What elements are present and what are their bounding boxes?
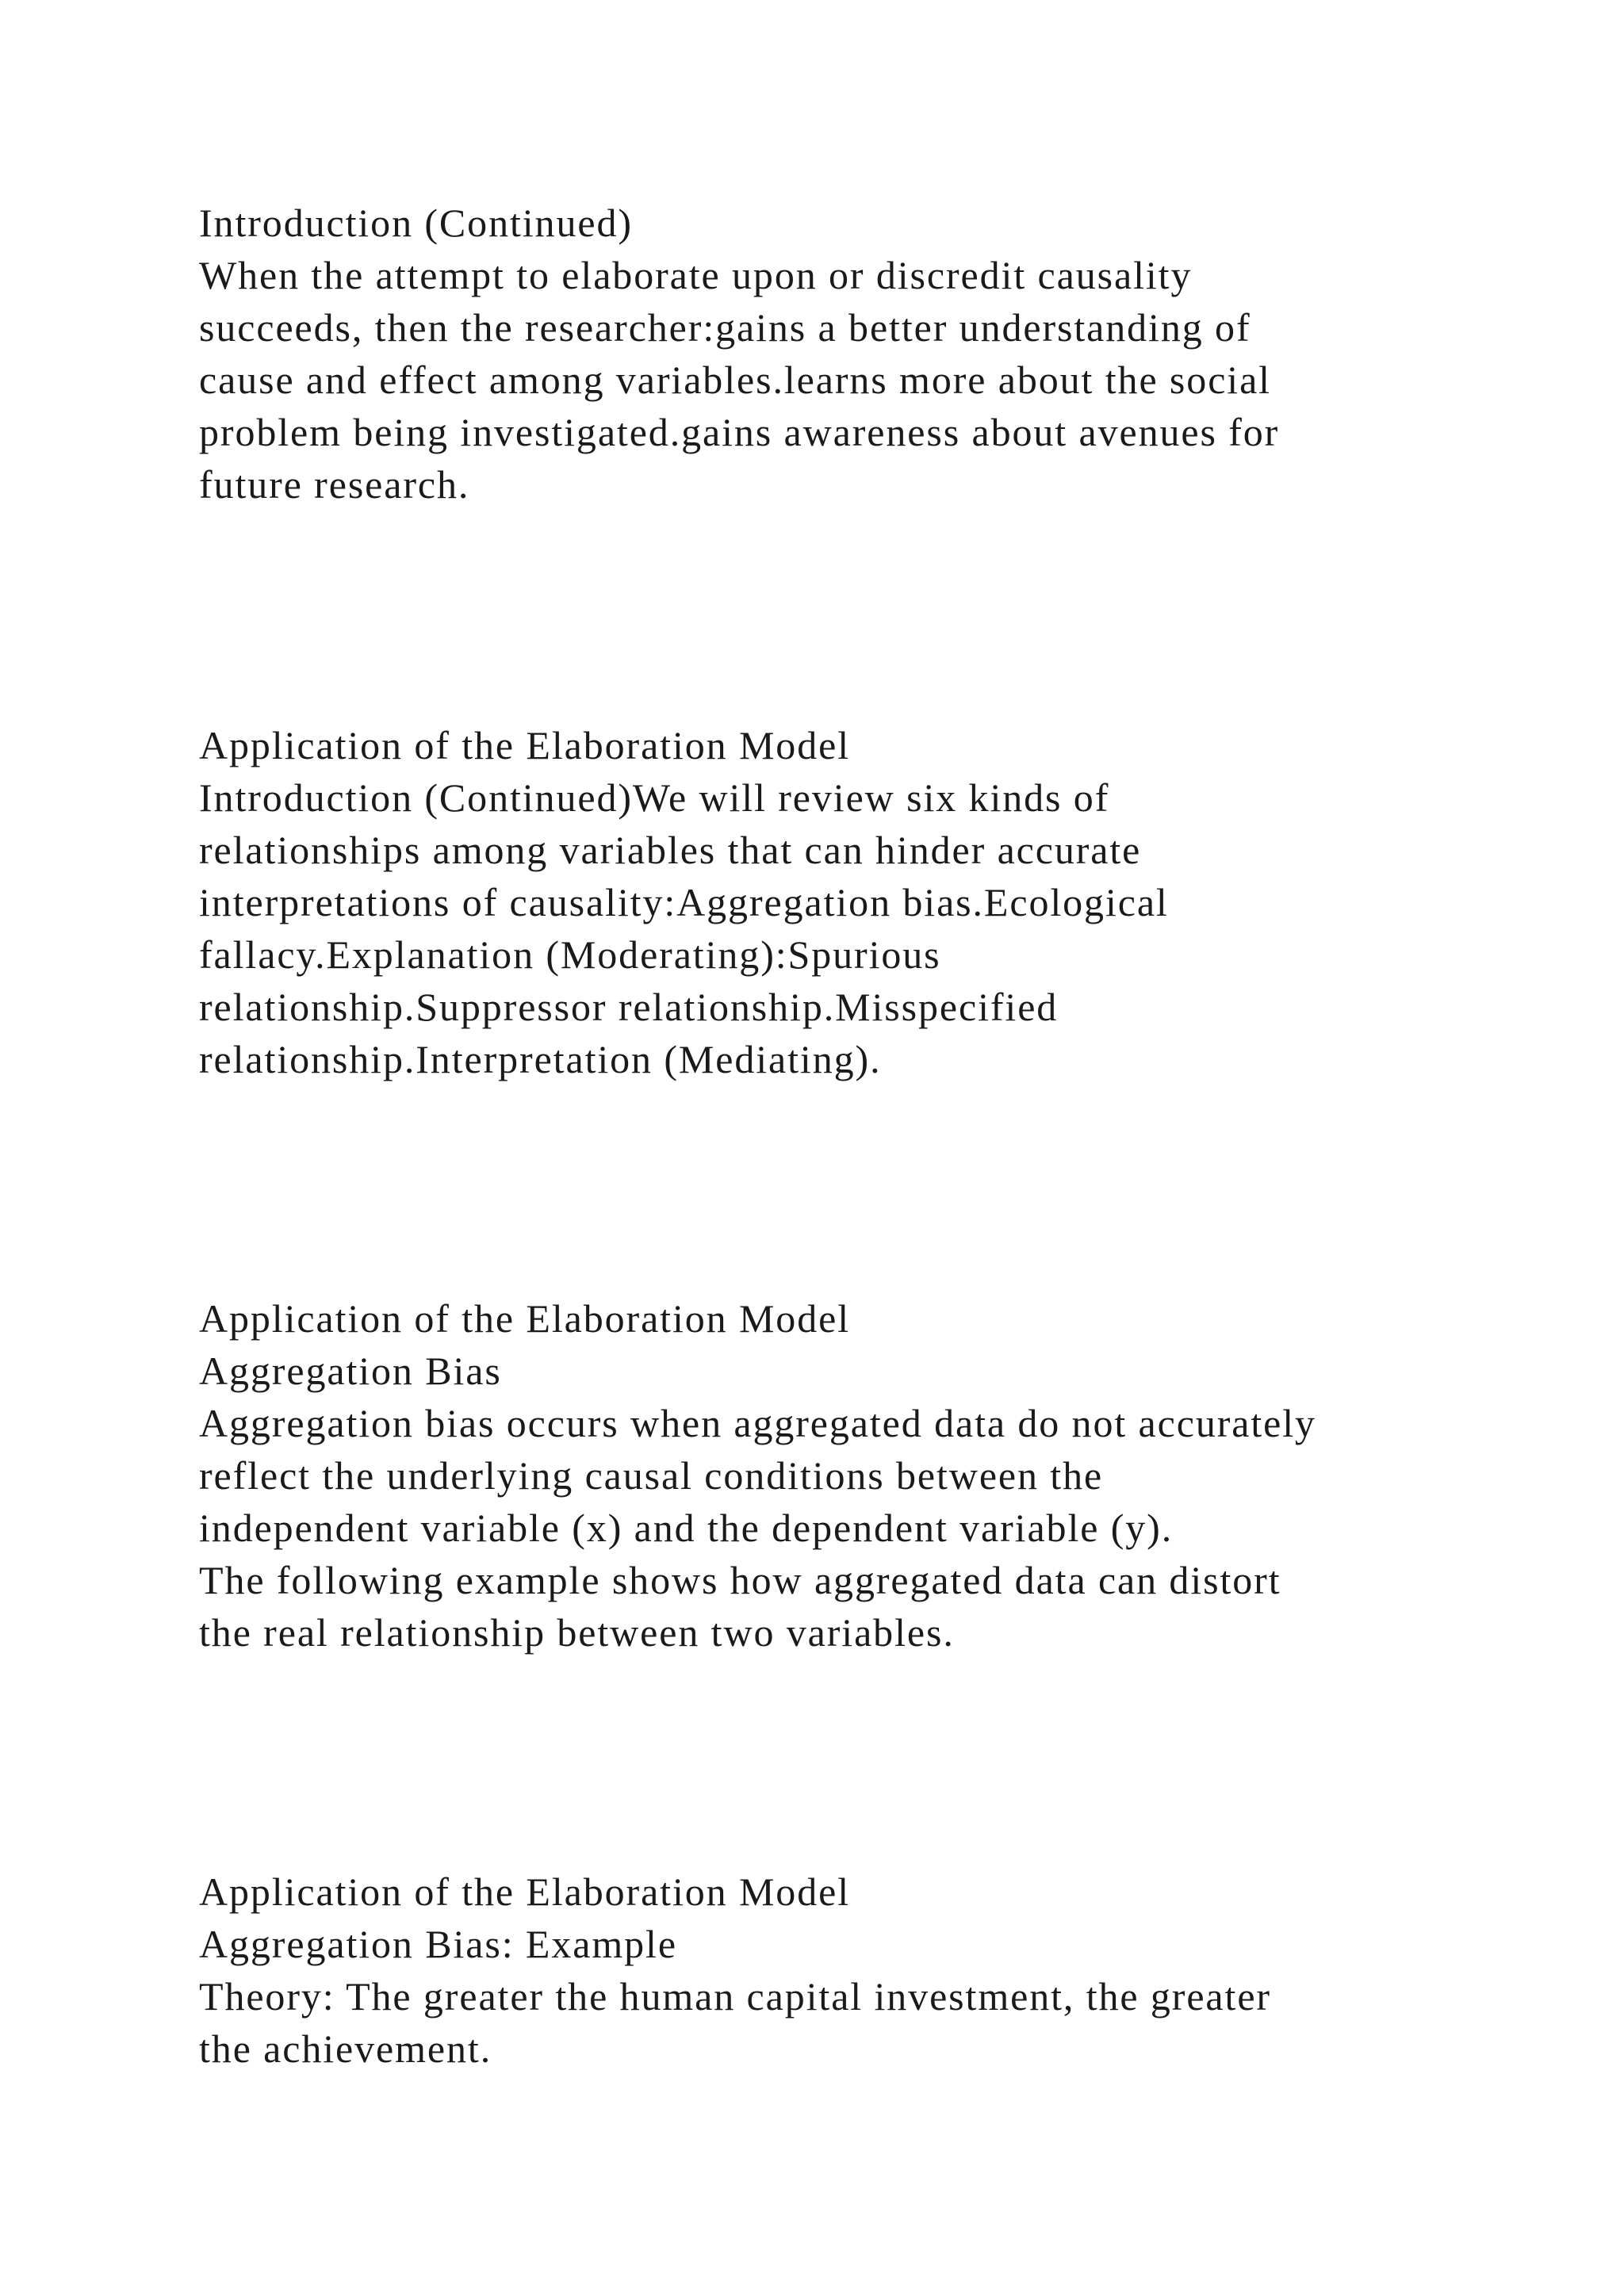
body-line: future research. — [199, 462, 470, 507]
body-line: interpretations of causality:Aggregation bias.Ecological — [199, 880, 1169, 924]
section-subheading: Aggregation Bias — [199, 1349, 502, 1393]
body-line: the real relationship between two variables. — [199, 1610, 955, 1655]
section-heading: Introduction (Continued) — [199, 201, 633, 245]
section-aggregation-bias-example — [199, 1866, 1468, 2075]
body-line: Introduction (Continued)We will review six kinds of — [199, 775, 1110, 820]
body-line: When the attempt to elaborate upon or discredit causality — [199, 253, 1193, 297]
body-line: independent variable (x) and the dependent variable (y). — [199, 1506, 1174, 1550]
body-line: problem being investigated.gains awareness about avenues for — [199, 410, 1280, 454]
body-line: fallacy.Explanation (Moderating):Spurious — [199, 932, 941, 977]
body-line: reflect the underlying causal conditions between the — [199, 1453, 1104, 1498]
body-line: cause and effect among variables.learns more about the social — [199, 358, 1271, 402]
section-subheading: Aggregation Bias: Example — [199, 1922, 677, 1966]
body-line: relationship.Suppressor relationship.Misspecified — [199, 985, 1059, 1029]
body-line: the achievement. — [199, 2026, 492, 2071]
section-aggregation-bias — [199, 1292, 1468, 1659]
section-heading: Application of the Elaboration Model — [199, 1296, 850, 1341]
body-line: relationship.Interpretation (Mediating). — [199, 1037, 882, 1081]
section-introduction-continued — [199, 197, 1468, 511]
body-line: relationships among variables that can hinder accurate — [199, 828, 1142, 872]
body-line: Theory: The greater the human capital investment, the greater — [199, 1974, 1271, 2019]
body-line: Aggregation bias occurs when aggregated data do not accurately — [199, 1401, 1316, 1445]
section-heading: Application of the Elaboration Model — [199, 1869, 850, 1914]
body-line: The following example shows how aggregated data can distort — [199, 1558, 1281, 1602]
body-line: succeeds, then the researcher:gains a better understanding of — [199, 305, 1251, 350]
section-elaboration-model-introduction — [199, 719, 1468, 1085]
section-heading: Application of the Elaboration Model — [199, 723, 850, 767]
